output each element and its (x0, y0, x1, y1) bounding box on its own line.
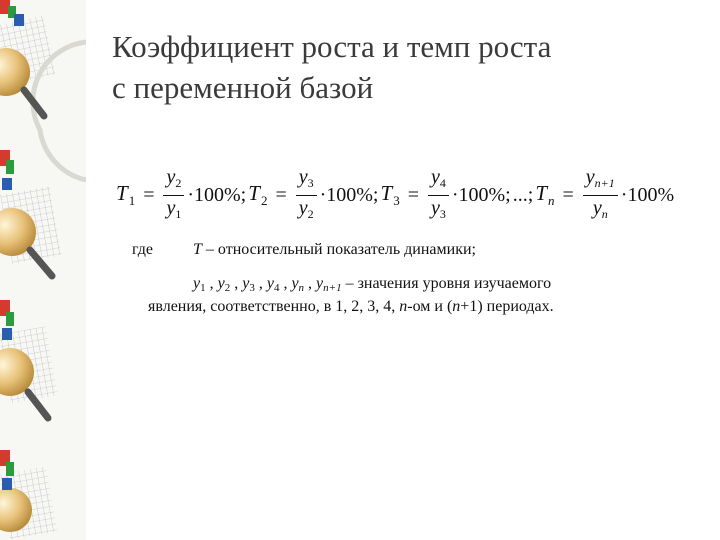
block-blue-4 (2, 478, 12, 490)
percent-suffix: ·100%; (187, 183, 247, 206)
formula-T1: $T_1$ (116, 181, 136, 208)
percent-suffix: ·100%; (319, 183, 379, 206)
decorative-side-graphics (0, 0, 86, 540)
T-definition: T – относительный показатель динамики; (193, 241, 476, 258)
block-green-3 (6, 312, 14, 326)
equals-sign: = (143, 183, 155, 206)
fraction-yn1-yn: $\frac{y_{n+1}}{y_n}$ (583, 165, 618, 226)
y-definition-continued: явления, соответственно, в 1, 2, 3, 4, n-ом и (n+1) периодах. (148, 298, 554, 315)
block-blue-3 (2, 328, 12, 340)
title-line-1: Коэффициент роста и темп роста (112, 29, 552, 64)
formula-Tn: $T_n$ (535, 181, 555, 208)
block-green-4 (6, 462, 14, 476)
block-blue-2 (2, 178, 12, 190)
formula-T2: $T_2$ (248, 181, 268, 208)
fraction-y3-y2: $\frac{y_3}{y_2}$ (296, 165, 317, 226)
block-green-2 (6, 160, 14, 174)
equals-sign: = (407, 183, 419, 206)
y-definition: y1 , y2 , y3 , y4 , yn , yn+1 – значения уровня изучаемого (193, 275, 552, 294)
chain-growth-formula (116, 167, 706, 223)
formula-ellipsis: ...; (512, 183, 534, 206)
equals-sign: = (275, 183, 287, 206)
where-label: где (132, 241, 154, 258)
fraction-y2-y1: $\frac{y_2}{y_1}$ (163, 165, 184, 226)
percent-suffix: ·100%; (451, 183, 511, 206)
fraction-y4-y3: $\frac{y_4}{y_3}$ (428, 165, 449, 226)
percent-suffix-last: ·100% (620, 183, 675, 206)
equals-sign: = (562, 183, 574, 206)
block-blue-1 (14, 14, 24, 26)
formula-T3: $T_3$ (380, 181, 400, 208)
slide-title (112, 26, 702, 108)
title-line-2: с переменной базой (112, 70, 374, 105)
